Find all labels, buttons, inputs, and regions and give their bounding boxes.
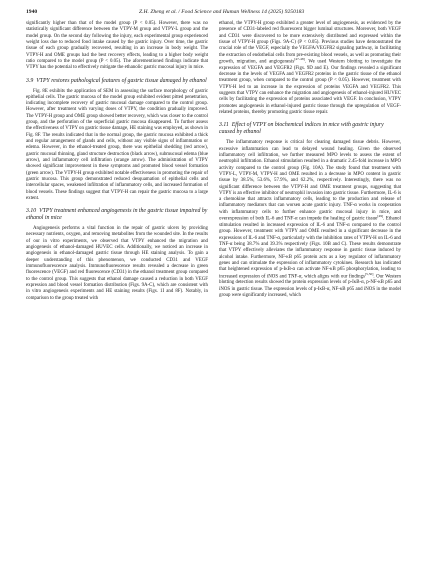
- citation: [5,50]: [364, 271, 374, 276]
- right-column: [219, 21, 401, 299]
- paragraph: Fig. 8E exhibits the application of SEM in assessing the surface morphology of gastric epithelial cells. The gastric mucosa of the model group exhibited evident pitted penetration, indicating incomplete recovery of gastric mucosal damage compared to the control group. However, after treatment with varying doses of VTPY, the condition gradually improved. The VTPY-H group and OME group showed better recovery, which was closer to the control group, and the perforation of the superficial gastric mucosa disappeared. To further assess the effectiveness of VTPY on gastric tissue damage, HE staining was employed, as shown in Fig. 8F. The results indicated that in the normal group, the gastric mucosa exhibited a thick and regular arrangement of glands and cells, without any visible signs of inflammation or edema. However, in the ethanol-treated group, there was epithelial shedding (red arrow), gastric mucosal thinning, gland structure destruction (black arrow), submucosal edema (blue arrow), and inflammatory cell infiltration (orange arrow). The administration of VTPY showed significant improvement in these symptoms and promoted blood vessel formation (green arrow). The VTPY-H group exhibited notable effectiveness in promoting the repair of gastric mucosa. This group demonstrated reduced desquamation of epithelial cells and intercellular spaces, weakened infiltration of inflammatory cells, and increased formation of blood vessels. These findings suggest that VTPY-H can repair the gastric mucosa to a large extent.: [26, 88, 208, 201]
- paragraph: The inflammatory response is critical for clearing damaged tissue debris. However, excessive inflammation can lead to delayed wound healing. Given the observed inflammatory cell infiltration, we further measured MPO levels to assess the extent of neutrophil infiltration. Ethanol stimulation resulted in a dramatic 2.45-fold increase in MPO activity compared to the control group (Fig. 10A). The study found that treatment with VTPY-L, VTPY-M, VTPY-H and OME resulted in a decrease in MPO content in gastric tissue by 38.5%, 53.6%, 57.9%, and 62.2%, respectively. Interestingly, there was no significant difference between the VTPY-H and OME treatment groups, suggesting that VTPY is an effective inhibitor of neutrophil invasion into gastric tissue. Furthermore, IL-6 is a chemokine that attracts inflammatory cells, leading to the production and release of inflammatory mediators that can worsen acute gastric injury. TNF-α works in cooperation with inflammatory cells to further enhance gastric mucosal injury in mice, and overexpression of both IL-6 and TNF-α can impede the healing of gastric tissue[49]. Ethanol stimulation resulted in increased expression of IL-6 and TNF-α compared to the control group. However, treatment with VTPY and OME resulted in a significant decrease in the expressions of IL-6 and TNF-α, particularly with the inhibition rates of VTPY-H on IL-6 and TNF-α being 38.7% and 39.3% respectively (Figs. 10B and C). These results demonstrate that VTPY effectively alleviates the inflammatory response in gastric tissue induced by alcohol intake. Furthermore, NF-κB p65 protein acts as a key regulator of inflammatory genes and can stimulate the expression of inflammatory cytokines. Research has indicated that heightened expression of p-IκB-α can activate NF-κB p65 phosphorylation, leading to increased expression of iNOS and TNF-α, which aligns with our findings[5,50]. Our Western blotting detection results showed the protein expression levels of p-IκB-α, p-NF-κB p65 and iNOS in gastric tissue. The expression levels of p-IκB-α, NF-κB p65 and iNOS in the model group were significantly increased, which: [219, 140, 401, 299]
- page-number: 1940: [26, 9, 38, 15]
- citation: [49]: [377, 214, 384, 219]
- paragraph: significantly higher than that of the model group (P < 0.05). However, there was no statistically significant difference between the VTPY-M group and VTPY-L group and the model group. On the second day following the injury, each experimental group experienced weight loss due to reduced food intake caused by the gastric injury. Over time, the gastric tissue of each group gradually recovered, resulting in an increase in body weight. The VTPY-H and OME groups had the best recovery effects, leading to a higher body weight ratio compared to the model group (P < 0.05). The aforementioned findings indicate that VTPY has the potential to effectively mitigate the ethanolic gastric mucosal injury in mice.: [26, 21, 208, 71]
- section-heading-3-9: 3.9 VTPY restores pathological features of gastric tissue damaged by ethanol: [26, 77, 207, 84]
- section-heading-3-11: 3.11 Effect of VTPY on biochemical indices in mice with gastric injury caused by ethanol: [219, 122, 384, 136]
- section-heading-3-10: 3.10 VTPY treatment enhanced angiogenesis in the gastric tissue impaired by ethanol in mice: [26, 208, 208, 222]
- citation: [47-48]: [294, 56, 305, 61]
- paragraph: ethanol, the VTPY-H group exhibited a greater level of angiogenesis, as evidenced by the presence of CD31-labeled red fluorescent bigger luminal structures. Moreover, both VEGF and CD31 were discovered to be more extensively distributed and expressed within the tissue of VTPY-H group (Figs. 9A-C) (P < 0.05). Previous studies have demonstrated the crucial role of the VEGF, especially the VEGFA/VEGFR2 signaling pathway, in facilitating the extraction of endothelial cells from pre-existing blood vessels, as well as promoting their growth, migration, and angiogenesis[47-48]. We used Western blotting to investigate the expression of VEGFA and VEGFR2 (Figs. 9D and E). Our findings revealed a significant decrease in the levels of VEGFA and VEGFR2 proteins in the gastric tissue of the ethanol treatment group, when compared to the control group (P < 0.05). However, treatment with VTPY-H led to an increase in the expression of proteins VEGFA and VEGFR2. This suggests that VTPY can enhance the migration and angiogenesis of ethanol-injured HUVEC cells by facilitating the expression of proteins associated with VEGF. In conclusion, VTPY promotes angiogenesis in ethanol-injured gastric tissue through the upregulation of VEGF-related proteins, thereby promoting gastric tissue repair.: [219, 21, 402, 115]
- left-column: [26, 21, 208, 302]
- journal-citation: Z.H. Zheng et al. / Food Science and Human Wellness 14 (2025) 9250183: [139, 9, 305, 15]
- running-header: [26, 9, 401, 19]
- paragraph: Angiogenesis performs a vital function in the repair of gastric ulcers by providing necessary nutrients, oxygen, and removing metabolites from the wounded site. In the results of our in vitro experiments, we observed that VTPY enhanced the migration and angiogenesis of ethanol-damaged HUVEC cells. Additionally, we noticed an increase in angiogenesis in ethanol-damaged gastric tissue through HE staining analysis. To gain a deeper understanding of this phenomenon, we conducted CD31 and VEGF immunofluorescence analysis. Immunofluorescence results revealed a decrease in green fluorescence (VEGF) and red fluorescence (CD31) in the ethanol treatment group compared to the control group. This suggests that ethanol damage caused a reduction in both VEGF expression and blood vessel formation distribution (Figs. 9A-C), which are consistent with in vitro angiogenesis experiments and HE staining results (Figs. 1I and 8F). Notably, in comparison to the group treated with: [26, 226, 208, 301]
